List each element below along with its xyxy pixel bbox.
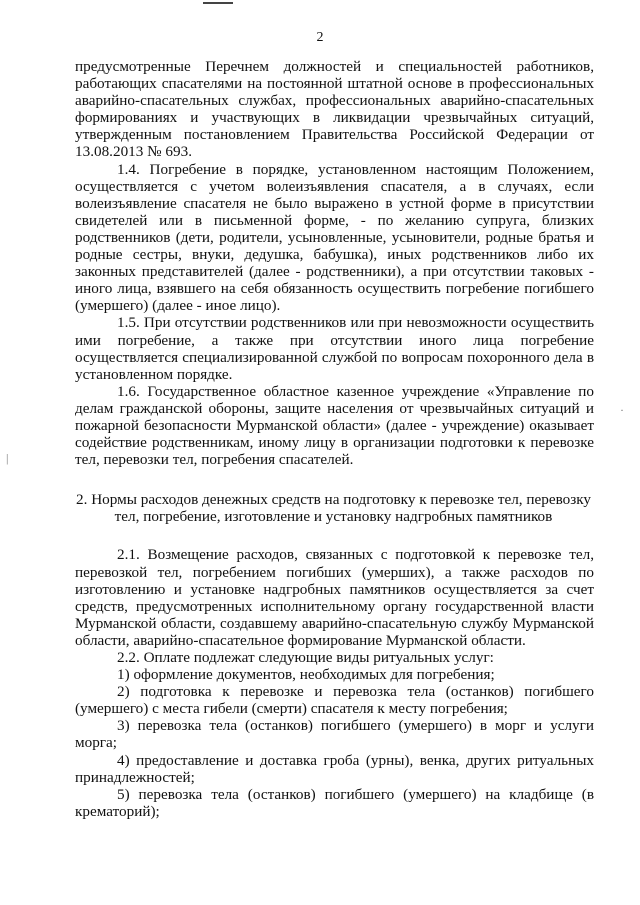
list-item-2: 2) подготовка к перевозке и перевозка тела (останков) погибшего (умершего) с места гибели (смерти) спасателя к месту погребения; bbox=[75, 683, 594, 718]
list-item-1: 1) оформление документов, необходимых для погребения; bbox=[117, 666, 495, 684]
paragraph-1-4: 1.4. Погребение в порядке, установленном настоящим Положением, осуществляется с учетом волеизъявления спасателя, а в случаях, если волеизъявление спасателя не было выражено в устной форме в присутствии свидетелей или в письменной форме, - по желанию супруга, близких родственников (дети, родители, усыновленные, усыновители, родные братья и родные сестры, внуки, дедушка, бабушка), иных родственников либо их законных представителей (далее - родственники), а при отсутствии таковых - иного лица, взявшего на себя обязанность осуществить погребение погибшего (умершего) (далее - иное лицо). bbox=[75, 160, 594, 315]
list-item-3: 3) перевозка тела (останков) погибшего (умершего) в морг и услуги морга; bbox=[75, 717, 594, 752]
document-body bbox=[75, 58, 594, 820]
list-item-4: 4) предоставление и доставка гроба (урны), венка, других ритуальных принадлежностей; bbox=[75, 751, 594, 786]
paragraph-1-5: 1.5. При отсутствии родственников или при невозможности осуществить ими погребение, а также при отсутствии иного лица погребение осуществляется специализированной службой по вопросам похоронного дела в установленном порядке. bbox=[75, 314, 594, 383]
paragraph-1-6: 1.6. Государственное областное казенное учреждение «Управление по делам гражданской обороны, защите населения от чрезвычайных ситуаций и пожарной безопасности Мурманской области» (далее - учреждение) оказывает содействие родственникам, иному лицу в организации подготовки к перевозке тел, перевозки тел, погребения спасателей. bbox=[75, 382, 594, 469]
paragraph-2-1: 2.1. Возмещение расходов, связанных с подготовкой к перевозке тел, перевозкой тел, погребением погибших (умерших), а также расходов по изготовлению и установке надгробных памятников осуществляется за счет средств, предусмотренных исполнительному органу государственной власти Мурманской области, создавшему аварийно-спасательную службу Мурманской области, аварийно-спасательное формирование Мурманской области. bbox=[75, 546, 594, 649]
section-heading: 2. Нормы расходов денежных средств на подготовку к перевозке тел, перевозку тел, погребение, изготовление и установку надгробных памятников bbox=[76, 491, 591, 526]
scan-top-mark bbox=[203, 2, 233, 4]
scan-artifact-right: · bbox=[620, 403, 624, 417]
paragraph-2-2: 2.2. Оплате подлежат следующие виды ритуальных услуг: bbox=[117, 649, 494, 666]
list-item-5: 5) перевозка тела (останков) погибшего (умершего) на кладбище (в крематорий); bbox=[75, 785, 594, 820]
page-number: 2 bbox=[316, 30, 324, 45]
scan-artifact-left: | bbox=[6, 451, 9, 465]
paragraph-continuation: предусмотренные Перечнем должностей и специальностей работников, работающих спасателями на постоянной штатной основе в профессиональных аварийно-спасательных службах, профессиональных аварийно-спасательных формированиях и участвующих в ликвидации чрезвычайных ситуаций, утвержденным постановлением Правительства Российской Федерации от 13.08.2013 № 693. bbox=[75, 58, 594, 161]
